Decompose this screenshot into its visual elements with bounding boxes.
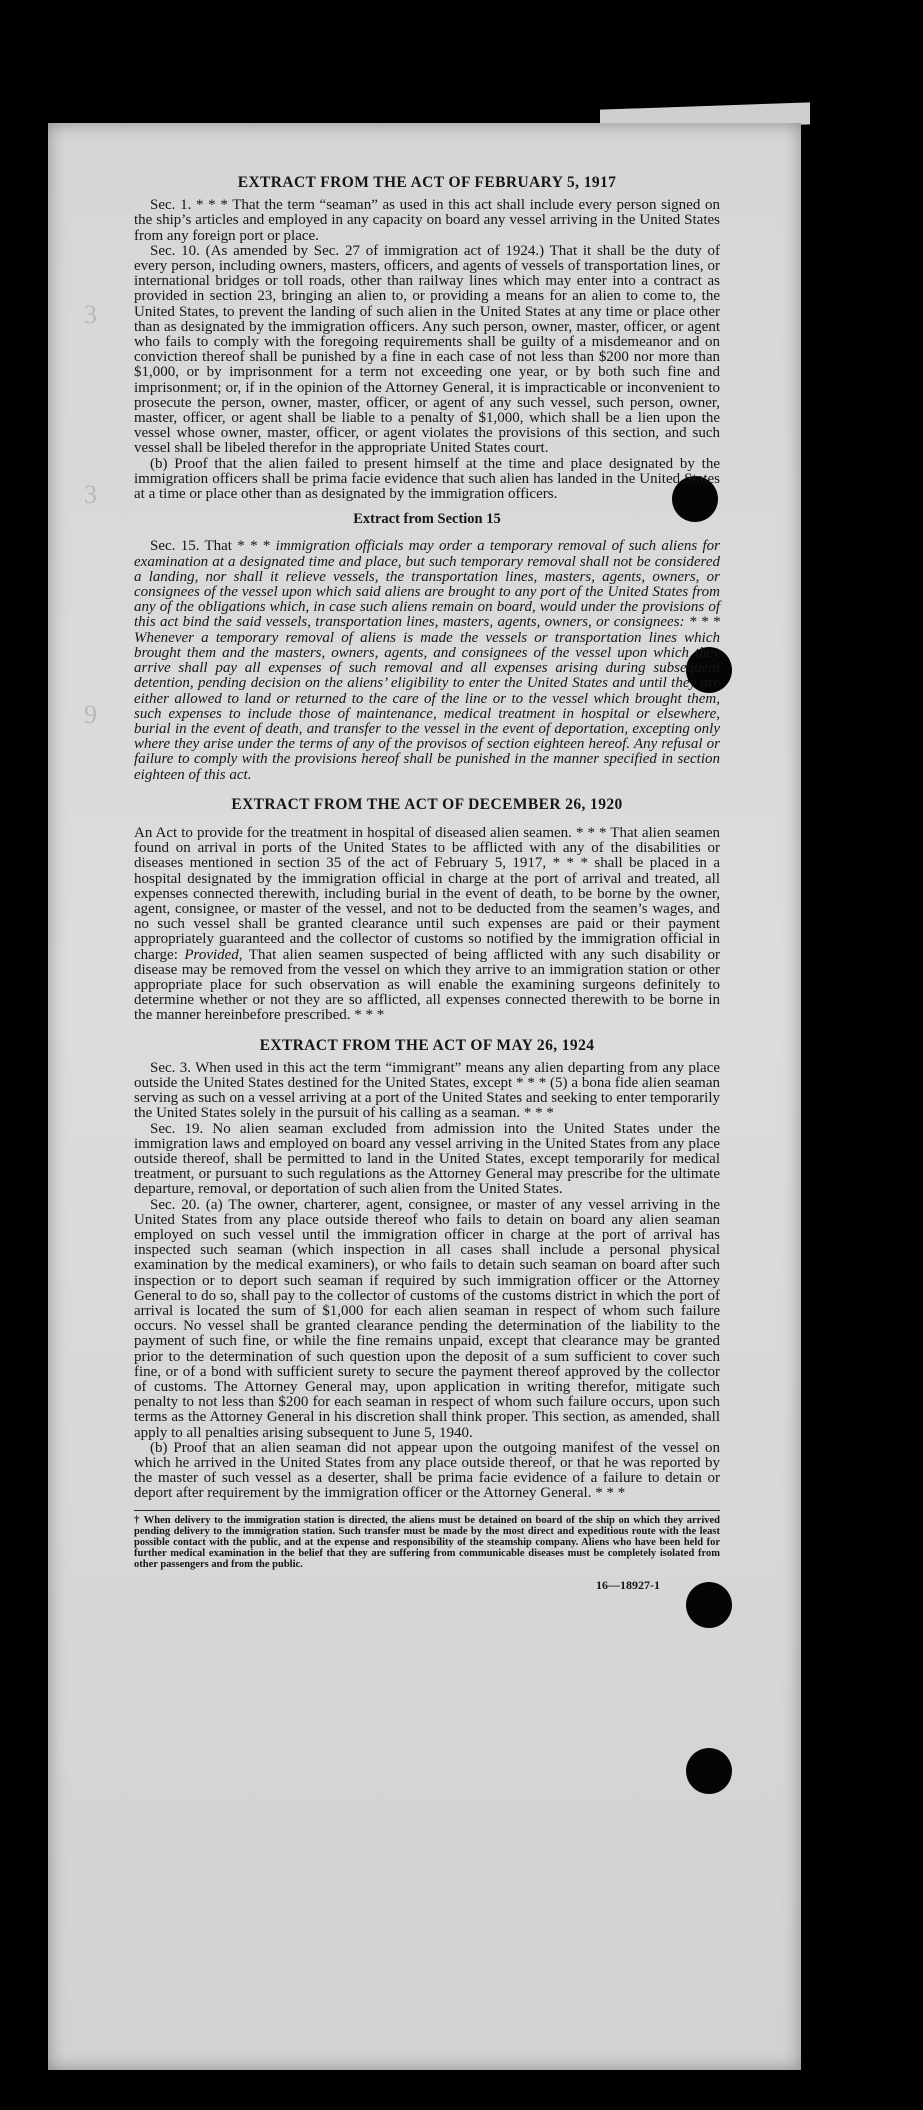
section-15-italic-text: immigration officials may order a temporary removal of such aliens for examination at a designated time and place, but such temporary removal shall not be considered a landing, nor shall it relieve vessels, the transportation lines, masters, agents, owners, or consignees of the vessel upon which said aliens are brought to any port of the United States from any of the obligations which, in case such aliens remain on board, would under the provisions of this act bind the said vessels, transportation lines, masters, agents, owners, or consignees: * * * Whenever a temporary removal of aliens is made the vessels or transportation lines which brought them and the masters, owners, agents, and consignees of the vessel upon which they arrive shall pay all expenses of such removal and all expenses arising during subsequent detention, pending decision on the aliens’ eligibility to enter the United States and until they are either allowed to land or returned to the care of the line or to the vessel which brought them, such expenses to include those of maintenance, medical treatment in hospital or elsewhere, burial in the event of death, and transfer to the vessel in the event of deportation, excepting only where they arise under the terms of any of the provisos of section eighteen hereof. Any refusal or failure to comply with the provisions hereof shall be punished in the manner specified in section eighteen of this act. [134,538,721,783]
section-10b-paragraph: (b) Proof that the alien failed to present himself at the time and place designated by the immigration officers shall be prima facie evidence that such alien has landed in the United States at a time or place other than as designated by the immigration officers. [134,455,720,503]
heading-act-1920: EXTRACT FROM THE ACT OF DECEMBER 26, 1920 [231,795,623,813]
heading-act-1924: EXTRACT FROM THE ACT OF MAY 26, 1924 [259,1036,595,1054]
footnote-divider [134,1510,720,1511]
act-1920-text-b: That alien seamen suspected of being afflicted with any such disability or disease may be removed from the vessel on which they arrive to an immigration station or other appropriate place for such observation as will enable the examining surgeons definitely to determine whether or not they are so afflicted, all expenses connected therewith to be borne in the manner hereinbefore prescribed. * * * [134,946,720,1024]
section-20a-paragraph: Sec. 20. (a) The owner, charterer, agent, consignee, or master of any vessel arriving in the United States from any place outside thereof who fails to detain on board any alien seaman employed on such vessel until the immigration officer in charge at the port of arrival has inspected such seaman (which inspection in all cases shall include a personal physical examination by the medical examiners), or who fails to detain such seaman on board after such inspection or to deport such seaman if required by such immigration officer or the Attorney General to do so, shall pay to the collector of customs of the customs district in which the port of arrival is located the sum of $1,000 for each alien seaman in respect of whom such failure occurs. No vessel shall be granted clearance pending the determination of the liability to the payment of such fine, or while the fine remains unpaid, except that clearance may be granted prior to the determination of such question upon the deposit of a sum sufficient to cover such fine, or of a bond with sufficient surety to secure the payment thereof approved by the collector of customs. The Attorney General may, upon application in writing therefor, mitigate such penalty to not less than $200 for each seaman in respect of whom such failure occurs, upon such terms as the Attorney General in his discretion shall think proper. This section, as amended, shall apply to all penalties arising subsequent to June 5, 1940. [134,1196,720,1441]
heading-section-15: Extract from Section 15 [353,511,501,528]
section-19-paragraph: Sec. 19. No alien seaman excluded from admission into the United States under the immigration laws and employed on board any vessel arriving in the United States from any place outside thereof, shall be permitted to land in the United States, except temporarily for medical treatment, or pursuant to such regulations as the Attorney General may prescribe for the ultimate departure, removal, or deportation of such alien from the United States. [134,1120,720,1198]
act-1920-provided: Provided, [184,946,243,963]
section-1-paragraph: Sec. 1. * * * That the term “seaman” as used in this act shall include every person signed on the ship’s articles and employed in any capacity on board any vessel arriving in the United States from any foreign port or place. [134,197,720,244]
bleed-mark: 3 [84,300,97,329]
footnote: † When delivery to the immigration station is directed, the aliens must be detained on board of the ship on which they arrived pending delivery to the immigration station. Such transfer must be made by the most direct and expeditious route with the least possible contact with the public, and at the expense and responsibility of the steamship company. Aliens who have been held for further medical examination in the belief that they are suffering from communicable diseases must be completely isolated from other passengers and from the public. [134,1514,720,1570]
bleed-mark: 9 [84,700,97,729]
punch-hole [686,1748,732,1794]
bleed-mark: 3 [84,480,97,509]
form-number: 16—18927-1 [596,1577,660,1592]
section-20b-paragraph: (b) Proof that an alien seaman did not appear upon the outgoing manifest of the vessel on which he arrived in the United States from any place outside thereof, or that he was reported by the master of such vessel as a deserter, shall be prima facie evidence of a failure to detain or deport after requirement by the immigration officer or the Attorney General. * * * [134,1439,720,1502]
heading-act-1917: EXTRACT FROM THE ACT OF FEBRUARY 5, 1917 [237,174,617,191]
act-1920-paragraph [134,826,720,1024]
section-10-paragraph: Sec. 10. (As amended by Sec. 27 of immigration act of 1924.) That it shall be the duty of every person, including owners, masters, officers, and agents of vessels of transportation lines, or international bridges or toll roads, other than railway lines which may enter into a contract as provided in section 23, bringing an alien to, or providing a means for an alien to come to, the United States, to prevent the landing of such alien in the United States at any time or place other than as designated by the immigration officers. Any such person, owner, master, officer, or agent who fails to comply with the foregoing requirements shall be guilty of a misdemeanor and on conviction thereof shall be punished by a fine in each case of not less than $200 nor more than $1,000, or by imprisonment for a term not exceeding one year, or by both such fine and imprisonment; or, if in the opinion of the Attorney General, it is impracticable or inconvenient to prosecute the person, owner, master, officer, or agent of any such vessel, such person, owner, master, officer, or agent shall be liable to a penalty of $1,000, which shall be a lien upon the vessel whose owner, master, officer, or agent violates the provisions of this section, and such vessel shall be libeled therefor in the appropriate United States court. [134,242,720,457]
section-3-paragraph: Sec. 3. When used in this act the term “immigrant” means any alien departing from any place outside the United States destined for the United States, except * * * (5) a bona fide alien seaman serving as such on a vessel arriving at a port of the United States and seeking to enter temporarily the United States solely in the pursuit of his calling as a seaman. * * * [134,1059,720,1122]
section-15-paragraph [134,539,720,782]
section-15-lead: Sec. 15. That * * * [150,538,276,555]
act-1920-text-a: An Act to provide for the treatment in hospital of diseased alien seamen. * * * That alien seamen found on arrival in ports of the United States to be afflicted with any of the disabilities or diseases mentioned in section 35 of the act of February 5, 1917, * * * shall be placed in a hospital designated by the immigration official in charge at the port of arrival and treated, all expenses connected therewith, including burial in the event of death, to be borne by the owner, agent, consignee, or master of the vessel, and not to be deducted from the seamen’s wages, and no such vessel shall be granted clearance until such expenses are paid or their payment appropriately guaranteed and the collector of customs so notified by the immigration official in charge: [134,824,720,963]
document-body [134,175,720,1593]
